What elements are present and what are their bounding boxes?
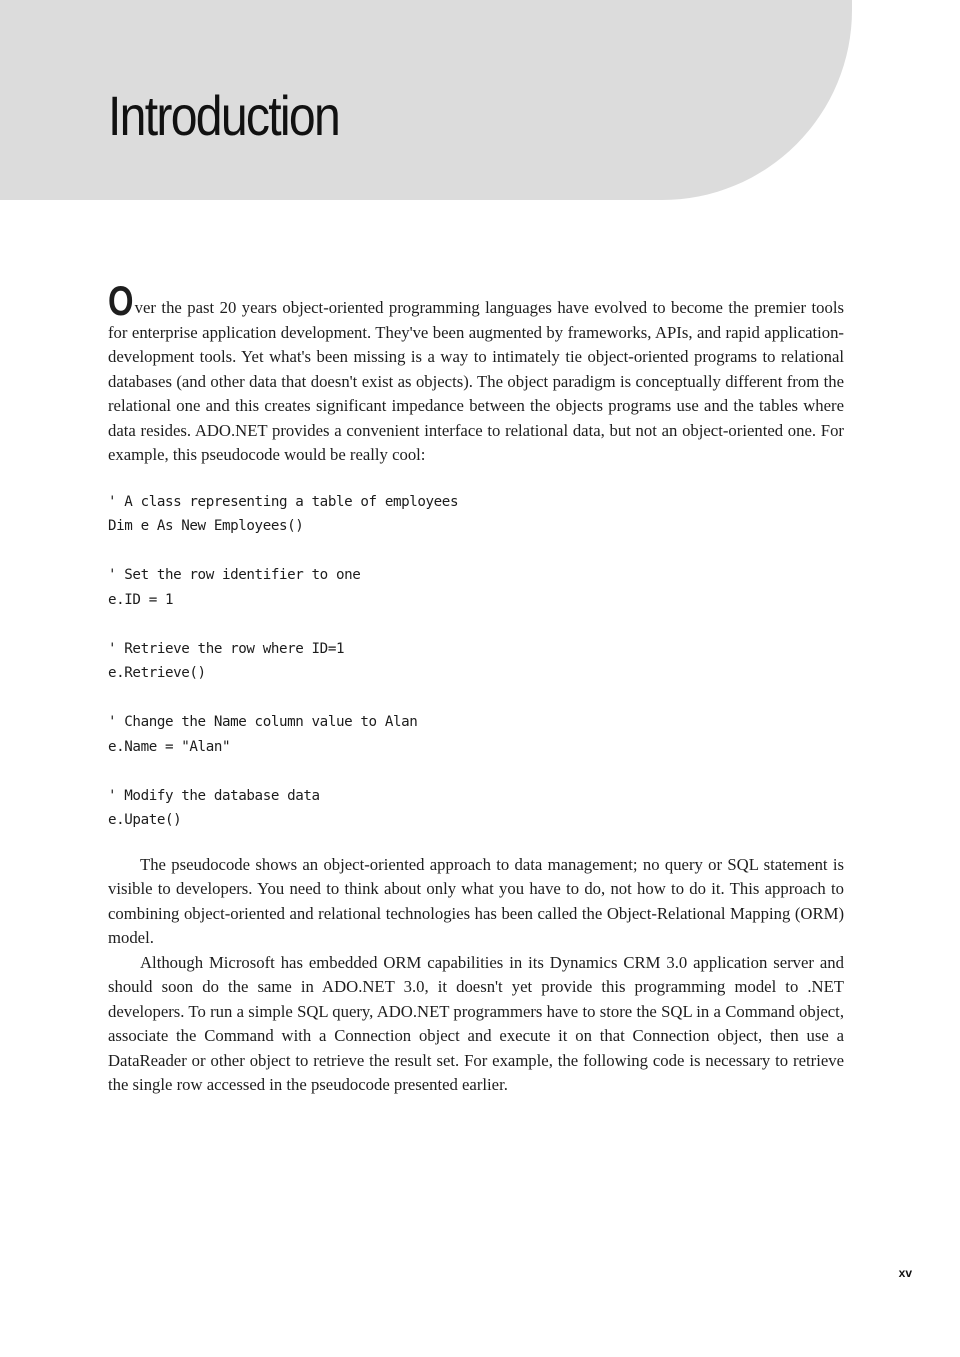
body-paragraph: Although Microsoft has embedded ORM capabilities in its Dynamics CRM 3.0 application server and should soon do the same in ADO.NET 3.0, it doesn't yet provide this programming model to .NET developers. To run a simple SQL query, ADO.NET programmers have to store the SQL in a Command object, associate the Command with a Connection object and execute it on that Connection object, then use a DataReader or other object to retrieve the result set. For example, the following code is necessary to retrieve the single row accessed in the pseudocode presented earlier.: [108, 952, 844, 1094]
code-line: [108, 686, 844, 711]
code-line: ' Modify the database data: [108, 787, 320, 804]
chapter-title: Introduction: [108, 84, 340, 147]
code-line: e.Name = "Alan": [108, 738, 231, 755]
code-line: [108, 612, 844, 637]
drop-cap: O: [108, 277, 134, 324]
code-line: [108, 759, 844, 784]
code-line: Dim e As New Employees(): [108, 518, 304, 534]
code-line: e.Upate(): [108, 812, 182, 828]
intro-paragraph: [108, 276, 844, 468]
code-line: ' Retrieve the row where ID=1: [108, 640, 345, 657]
page-body: [108, 276, 844, 1098]
intro-text: ver the past 20 years object-oriented programming languages have evolved to become the premier tools for enterprise application development. They've been augmented by frameworks, APIs, and rapid application-development tools. Yet what's been missing is a way to intimately tie object-oriented programs to relational databases (and other data that doesn't exist as objects). The object paradigm is conceptually different from the relational one and this creates significant impedance between the objects programs use and the tables where data resides. ADO.NET provides a convenient interface to relational data, but not an object-oriented one. For example, this pseudocode would be really cool:: [108, 298, 844, 464]
body-paragraph: The pseudocode shows an object-oriented approach to data management; no query or SQL statement is visible to developers. You need to think about only what you have to do, not how to do it. This approach to combining object-oriented and relational technologies has been called the Object-Relational Mapping (ORM) model.: [108, 854, 844, 947]
code-line: ' Change the Name column value to Alan: [108, 714, 418, 730]
code-line: ' Set the row identifier to one: [108, 567, 361, 583]
code-line: ' A class representing a table of employees: [108, 493, 459, 510]
code-line: e.Retrieve(): [108, 665, 206, 681]
code-line: [108, 539, 844, 564]
page-number: xv: [898, 1266, 912, 1280]
code-block: [108, 490, 844, 833]
code-line: e.ID = 1: [108, 591, 174, 608]
